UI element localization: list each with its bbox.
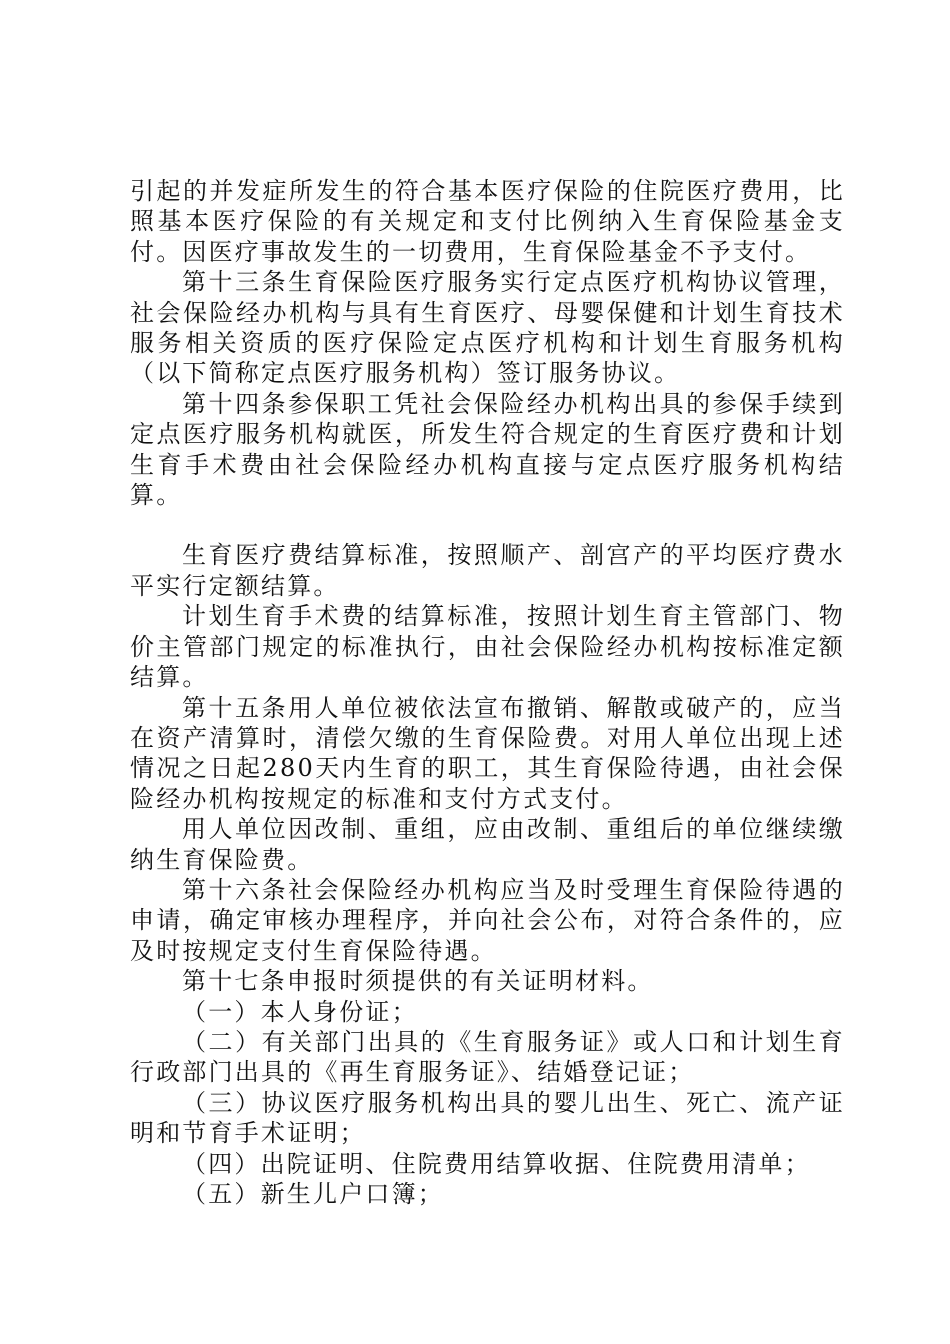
paragraph-article-13: 第十三条生育保险医疗服务实行定点医疗机构协议管理，社会保险经办机构与具有生育医疗、母婴保健和计划生育技术服务相关资质的医疗保险定点医疗机构和计划生育服务机构（以下简称定点医疗服务机构）签订服务协议。 — [130, 268, 845, 388]
paragraph-gap — [130, 510, 845, 540]
list-item-4: （四）出院证明、住院费用结算收据、住院费用清单； — [182, 1149, 811, 1178]
list-item-5: （五）新生儿户口簿； — [182, 1180, 444, 1208]
paragraph-medical-fee-standard: 生育医疗费结算标准，按照顺产、剖宫产的平均医疗费水平实行定额结算。 — [130, 541, 845, 600]
paragraph-article-15: 第十五条用人单位被依法宣布撤销、解散或破产的，应当在资产清算时，清偿欠缴的生育保险费。对用人单位出现上述情况之日起280天内生育的职工，其生育保险待遇，由社会保险经办机构按规定的标准和支付方式支付。 — [130, 693, 845, 813]
document-body — [130, 176, 845, 1209]
list-item-3: （三）协议医疗服务机构出具的婴儿出生、死亡、流产证明和节育手术证明； — [130, 1088, 845, 1148]
paragraph-restructuring: 用人单位因改制、重组，应由改制、重组后的单位继续缴纳生育保险费。 — [130, 815, 845, 874]
list-item-2: （二）有关部门出具的《生育服务证》或人口和计划生育行政部门出具的《再生育服务证》、结婚登记证； — [130, 1027, 845, 1087]
paragraph-article-14: 第十四条参保职工凭社会保险经办机构出具的参保手续到定点医疗服务机构就医，所发生符合规定的生育医疗费和计划生育手术费由社会保险经办机构直接与定点医疗服务机构结算。 — [130, 389, 845, 510]
paragraph-1: 引起的并发症所发生的符合基本医疗保险的住院医疗费用，比照基本医疗保险的有关规定和支付比例纳入生育保险基金支付。因医疗事故发生的一切费用，生育保险基金不予支付。 — [130, 177, 845, 266]
list-item-1: （一）本人身份证； — [182, 997, 418, 1026]
paragraph-article-16: 第十六条社会保险经办机构应当及时受理生育保险待遇的申请，确定审核办理程序，并向社会公布，对符合条件的，应及时按规定支付生育保险待遇。 — [130, 875, 845, 965]
paragraph-surgery-fee-standard: 计划生育手术费的结算标准，按照计划生育主管部门、物价主管部门规定的标准执行，由社会保险经办机构按标准定额结算。 — [130, 602, 845, 692]
paragraph-article-17: 第十七条申报时须提供的有关证明材料。 — [182, 967, 654, 996]
